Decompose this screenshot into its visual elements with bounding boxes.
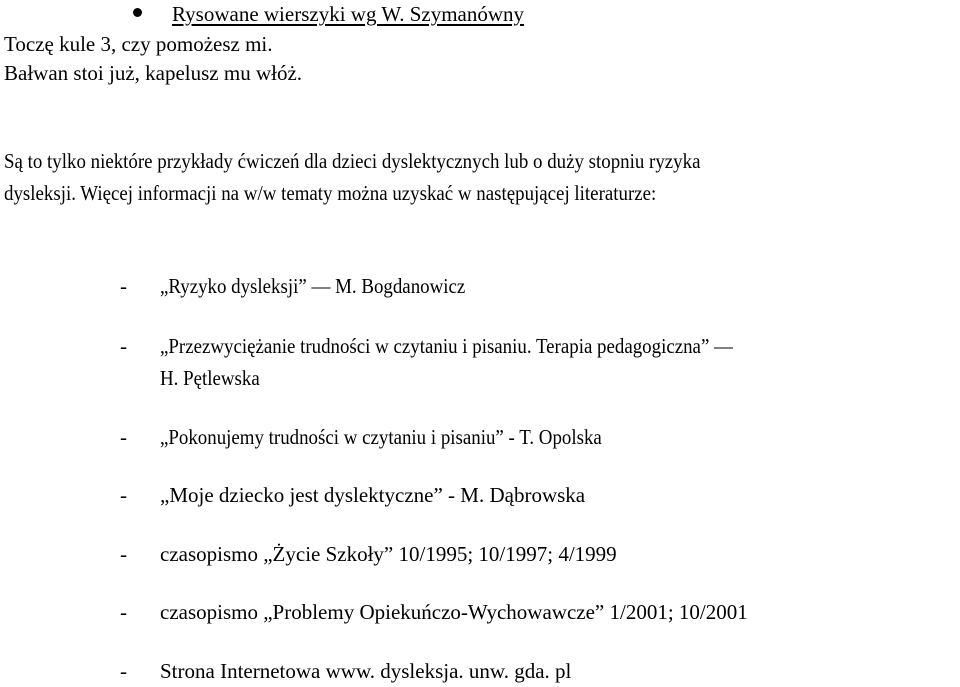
reference-item-2-continued: H. Pętlewska xyxy=(160,366,260,390)
paragraph-line-1: Są to tylko niektóre przykłady ćwiczeń dla dzieci dyslektycznych lub o duży stopniu ryzyka xyxy=(4,149,701,173)
reference-dash-2: - xyxy=(120,334,127,358)
reference-dash-4: - xyxy=(120,483,127,507)
bullet-dot-icon xyxy=(133,8,142,17)
reference-item-7: Strona Internetowa www. dysleksja. unw. gda. pl xyxy=(160,659,572,683)
bullet-item-link[interactable]: Rysowane wierszyki wg W. Szymanówny xyxy=(172,2,525,26)
reference-dash-5: - xyxy=(120,542,127,566)
reference-dash-1: - xyxy=(120,274,127,298)
reference-dash-6: - xyxy=(120,600,127,624)
paragraph-line-2: dysleksji. Więcej informacji na w/w tematy można uzyskać w następującej literaturze: xyxy=(4,181,657,205)
reference-item-4: „Moje dziecko jest dyslektyczne” - M. Dąbrowska xyxy=(160,483,586,507)
reference-item-5: czasopismo „Życie Szkoły” 10/1995; 10/1997; 4/1999 xyxy=(160,542,617,566)
poem-line-1: Toczę kule 3, czy pomożesz mi. xyxy=(4,32,273,56)
reference-item-1: „Ryzyko dysleksji” — M. Bogdanowicz xyxy=(160,274,466,298)
reference-item-2: „Przezwyciężanie trudności w czytaniu i pisaniu. Terapia pedagogiczna” — xyxy=(160,334,733,358)
reference-item-3: „Pokonujemy trudności w czytaniu i pisaniu” - T. Opolska xyxy=(160,425,602,449)
reference-dash-7: - xyxy=(120,659,127,683)
reference-dash-3: - xyxy=(120,425,127,449)
reference-item-6: czasopismo „Problemy Opiekuńczo-Wychowawcze” 1/2001; 10/2001 xyxy=(160,600,748,624)
poem-line-2: Bałwan stoi już, kapelusz mu włóż. xyxy=(4,61,303,85)
